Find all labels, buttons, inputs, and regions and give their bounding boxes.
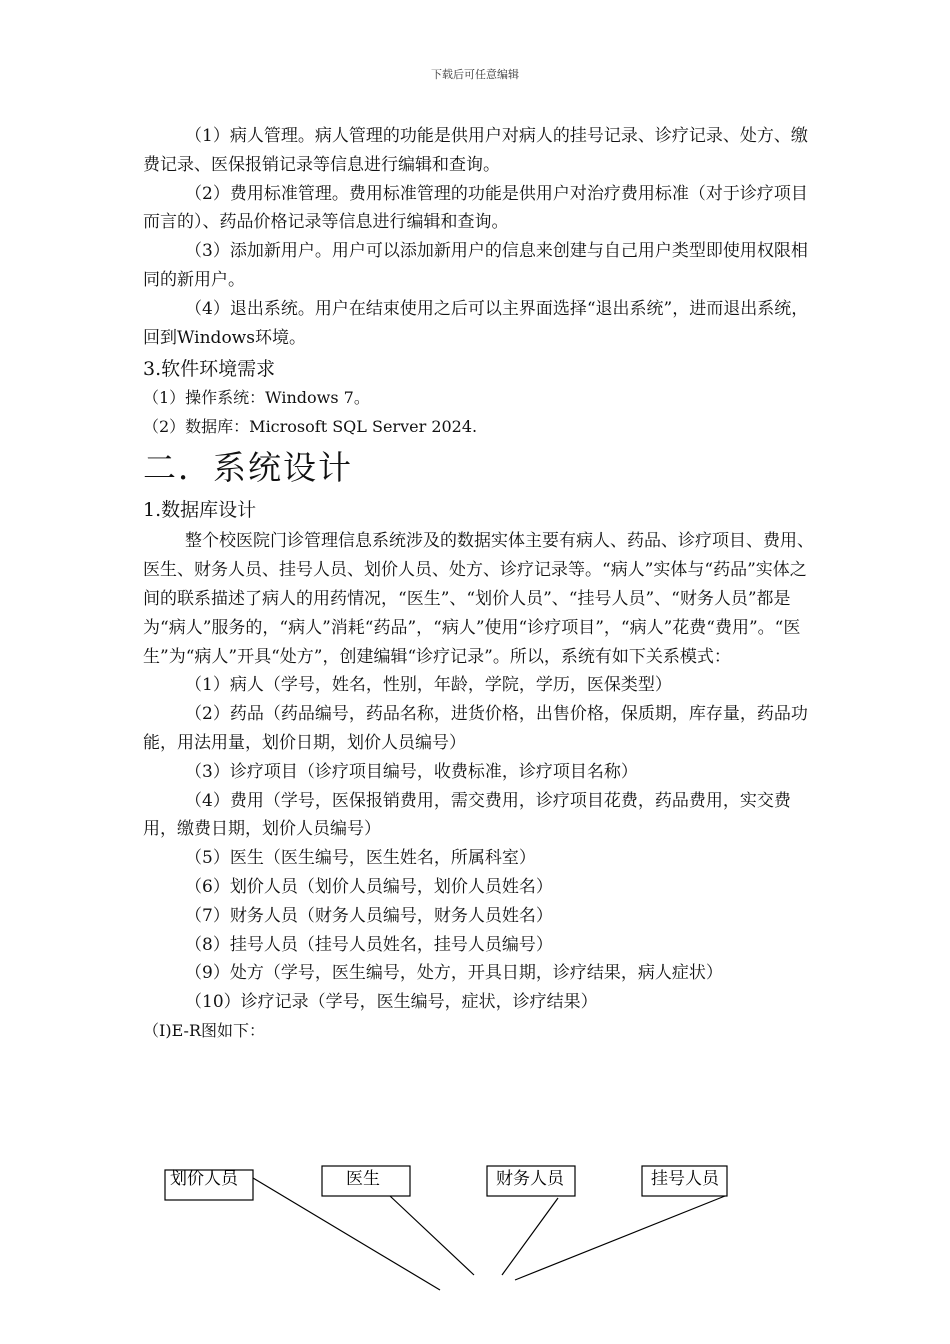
relation-item: （9）处方（学号，医生编号，处方，开具日期，诊疗结果，病人症状） [185,963,723,984]
er-entity-label: 医生 [346,1169,380,1189]
relation-item: （8）挂号人员（挂号人员姓名，挂号人员编号） [185,934,553,955]
er-entity-registration-staff [642,1166,727,1196]
db-intro: 整个校医院门诊管理信息系统涉及的数据实体主要有病人、药品、诊疗项目、费用、医生、财务人员、挂号人员、划价人员、处方、诊疗记录等。“病人”实体与“药品”实体之间的联系描述了病人的用药情况，“医生”、“划价人员”、“挂号人员”、“财务人员”都是为“病人”服务的，“病人”消耗“药品”，“病人”使用“诊疗项目”，“病人”花费“费用”。“医生”为“病人”开具“处方”，创建编辑“诊疗记录”。所以，系统有如下关系模式： [143,531,814,667]
page-header: 下载后可任意编辑 [431,68,519,81]
relation-item: （10）诊疗记录（学号，医生编号，症状，诊疗结果） [185,992,598,1013]
relation-item: （3）诊疗项目（诊疗项目编号，收费标准，诊疗项目名称） [185,761,638,782]
er-entity-label: 划价人员 [170,1169,238,1189]
er-entity-finance-staff [487,1166,575,1196]
relation-item: （2）药品（药品编号，药品名称，进货价格，出售价格，保质期，库存量，药品功能，用法用量，划价日期，划价人员编号） [143,704,808,753]
er-entity-doctor [322,1166,410,1196]
function-item: （1）病人管理。病人管理的功能是供用户对病人的挂号记录、诊疗记录、处方、缴费记录、医保报销记录等信息进行编辑和查询。 [143,126,808,175]
er-connector [390,1196,474,1275]
function-item: （3）添加新用户。用户可以添加新用户的信息来创建与自己用户类型即使用权限相同的新用户。 [143,241,808,290]
relation-item: （6）划价人员（划价人员编号，划价人员姓名） [185,876,553,897]
er-diagram [0,1150,950,1344]
relation-item: （5）医生（医生编号，医生姓名，所属科室） [185,848,536,869]
er-entity-pricing-staff [165,1169,253,1200]
er-connector [502,1198,558,1275]
function-item: （2）费用标准管理。费用标准管理的功能是供用户对治疗费用标准（对于诊疗项目而言的）、药品价格记录等信息进行编辑和查询。 [143,183,808,233]
software-heading: 3.软件环境需求 [143,358,276,381]
er-entity-label: 挂号人员 [651,1169,719,1189]
software-item: （2）数据库：Microsoft SQL Server 2024. [143,416,478,436]
relation-item: （7）财务人员（财务人员编号，财务人员姓名） [185,905,553,926]
er-entity-label: 财务人员 [496,1169,564,1189]
function-item: （4）退出系统。用户在结束使用之后可以主界面选择“退出系统”，进而退出系统，回到Windows环境。 [143,298,809,348]
db-heading: 1.数据库设计 [143,499,257,522]
chapter-title: 二．系统设计 [143,448,353,488]
software-item: （1）操作系统：Windows 7。 [143,388,370,408]
document-body [143,122,823,1045]
relation-item: （1）病人（学号，姓名，性别，年龄，学院，学历，医保类型） [185,675,672,696]
er-caption: （I)E-R图如下： [143,1020,265,1040]
relation-item: （4）费用（学号，医保报销费用，需交费用，诊疗项目花费，药品费用，实交费用，缴费日期，划价人员编号） [143,790,791,840]
er-connector [515,1196,725,1280]
